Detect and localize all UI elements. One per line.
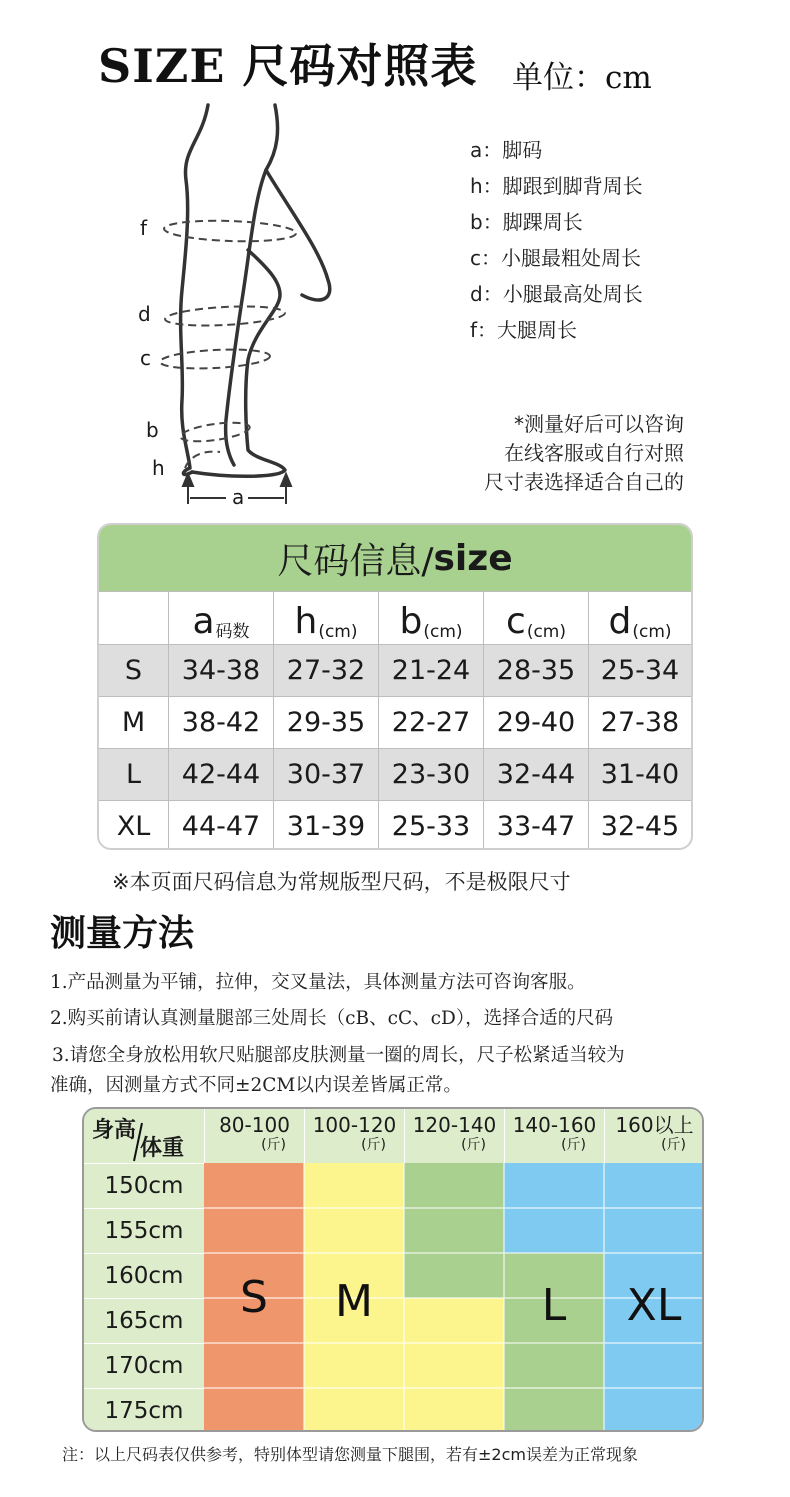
- legend-item: h：脚跟到脚背周长: [470, 174, 643, 198]
- measurement-note: *测量好后可以咨询 在线客服或自行对照 尺寸表选择适合自己的: [484, 412, 684, 494]
- method-item: 准确，因测量方式不同±2CM以内误差皆属正常。: [50, 1075, 462, 1096]
- size-label-l: L: [541, 1279, 567, 1331]
- legend-item: b：脚踝周长: [470, 210, 583, 234]
- size-label-xl: XL: [626, 1279, 682, 1331]
- label-h: h: [152, 456, 165, 480]
- label-c: c: [140, 346, 151, 370]
- method-title: 测量方法: [50, 912, 195, 954]
- table-cell: 25-33: [379, 800, 484, 850]
- column-header: c (cm): [484, 591, 589, 644]
- size-info-table: [97, 523, 693, 850]
- weight-header: 80-100 (斤): [204, 1109, 304, 1163]
- column-header: a 码数: [169, 591, 274, 644]
- table-cell: 21-24: [379, 644, 484, 696]
- method-item: 1.产品测量为平铺，拉伸，交叉量法，具体测量方法可咨询客服。: [50, 972, 586, 993]
- table-cell: 42-44: [169, 748, 274, 800]
- unit-label: 单位：cm: [512, 60, 652, 96]
- legend-item: f：大腿周长: [470, 318, 578, 342]
- row-size: M: [99, 696, 169, 748]
- size-label-s: S: [240, 1271, 268, 1323]
- table-cell: 27-38: [589, 696, 691, 748]
- leg-diagram: [130, 100, 370, 520]
- height-weight-table: [82, 1107, 704, 1432]
- legend-item: d：小腿最高处周长: [470, 282, 643, 306]
- method-item: 2.购买前请认真测量腿部三处周长（cB、cC、cD），选择合适的尺码: [50, 1008, 614, 1029]
- measurement-legend: [470, 132, 643, 348]
- table-cell: 38-42: [169, 696, 274, 748]
- height-label: 175cm: [84, 1388, 204, 1432]
- row-size: S: [99, 644, 169, 696]
- table-grid-lines: [84, 1109, 704, 1432]
- row-size: L: [99, 748, 169, 800]
- weight-header: 160以上 (斤): [604, 1109, 704, 1163]
- table-cell: 33-47: [484, 800, 589, 850]
- column-header: d (cm): [589, 591, 691, 644]
- table-cell: 29-35: [274, 696, 379, 748]
- size-table-title: 尺码信息/ size: [99, 525, 691, 591]
- weight-header: 120-140 (斤): [404, 1109, 504, 1163]
- method-item: 3.请您全身放松用软尺贴腿部皮肤测量一圈的周长，尺子松紧适当较为: [52, 1045, 625, 1066]
- size-table-grid: [99, 591, 691, 850]
- table-cell: 27-32: [274, 644, 379, 696]
- table-cell: 28-35: [484, 644, 589, 696]
- table-cell: 22-27: [379, 696, 484, 748]
- size-disclaimer: ※本页面尺码信息为常规版型尺码，不是极限尺寸: [112, 870, 571, 894]
- table-corner: 身高 体重: [84, 1109, 204, 1163]
- legend-item: c：小腿最粗处周长: [470, 246, 641, 270]
- table-cell: 32-45: [589, 800, 691, 850]
- column-header: b (cm): [379, 591, 484, 644]
- weight-header: 140-160 (斤): [504, 1109, 604, 1163]
- column-header: h (cm): [274, 591, 379, 644]
- height-label: 165cm: [84, 1298, 204, 1343]
- table-cell: 23-30: [379, 748, 484, 800]
- table-cell: 29-40: [484, 696, 589, 748]
- height-label: 155cm: [84, 1208, 204, 1253]
- label-b: b: [146, 418, 159, 442]
- legend-item: a：脚码: [470, 138, 543, 162]
- weight-header: 100-120 (斤): [304, 1109, 404, 1163]
- row-size: XL: [99, 800, 169, 850]
- height-label: 160cm: [84, 1253, 204, 1298]
- table-cell: 31-40: [589, 748, 691, 800]
- label-a: a: [232, 485, 245, 509]
- table-cell: 32-44: [484, 748, 589, 800]
- footer-note: 注：以上尺码表仅供参考，特别体型请您测量下腿围，若有±2cm误差为正常现象: [62, 1445, 638, 1464]
- table-cell: 30-37: [274, 748, 379, 800]
- label-f: f: [140, 216, 148, 240]
- label-d: d: [138, 302, 151, 326]
- table-cell: 25-34: [589, 644, 691, 696]
- height-label: 170cm: [84, 1343, 204, 1388]
- table-cell: 44-47: [169, 800, 274, 850]
- table-corner: [99, 591, 169, 644]
- size-label-m: M: [335, 1275, 373, 1327]
- height-label: 150cm: [84, 1163, 204, 1208]
- page-title: SIZE 尺码对照表: [98, 39, 478, 93]
- table-cell: 34-38: [169, 644, 274, 696]
- table-cell: 31-39: [274, 800, 379, 850]
